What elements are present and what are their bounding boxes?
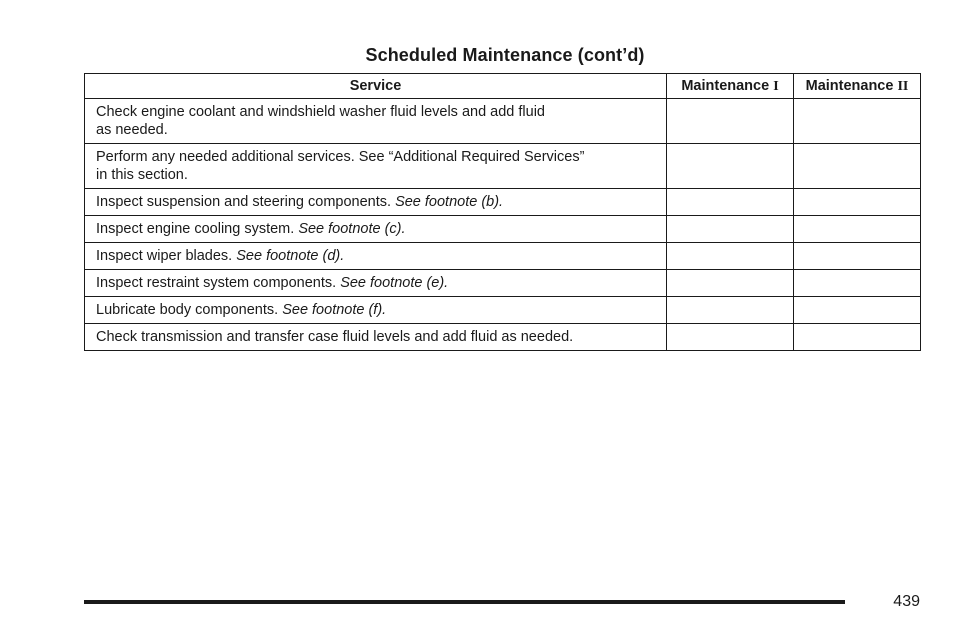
maintenance-2-cell: [794, 189, 921, 216]
maintenance-2-cell: [794, 270, 921, 297]
service-cell: [85, 243, 667, 270]
maintenance-table-container: [84, 73, 920, 351]
column-header-label: Maintenance: [805, 77, 898, 94]
maintenance-2-cell: [794, 324, 921, 351]
maintenance-1-cell: [667, 297, 794, 324]
maintenance-1-cell: [667, 270, 794, 297]
page-title: Scheduled Maintenance (cont’d): [365, 45, 645, 65]
service-text: Inspect suspension and steering components.: [96, 194, 396, 210]
column-header-roman: I: [773, 78, 779, 94]
table-row: [85, 99, 921, 144]
footnote-reference: See footnote (e).: [340, 275, 449, 291]
maintenance-table: [84, 73, 921, 351]
footnote-reference: See footnote (d).: [236, 248, 345, 264]
service-text: Inspect engine cooling system.: [96, 221, 299, 237]
maintenance-1-cell: [667, 189, 794, 216]
service-cell: [85, 324, 667, 351]
service-text: Check transmission and transfer case fluid levels and add fluid as needed.: [96, 329, 574, 345]
footnote-reference: See footnote (c).: [298, 221, 406, 237]
column-header-maintenance-2: [794, 74, 921, 99]
table-row: [85, 189, 921, 216]
maintenance-1-cell: [667, 99, 794, 144]
column-header-service: Service: [85, 74, 667, 99]
service-cell: [85, 144, 667, 189]
service-text: Perform any needed additional services. See “Additional Required Services”: [96, 149, 585, 165]
footnote-reference: See footnote (f).: [282, 302, 387, 318]
table-row: [85, 144, 921, 189]
table-row: [85, 297, 921, 324]
service-cell: [85, 297, 667, 324]
service-text: Inspect wiper blades.: [96, 248, 237, 264]
maintenance-2-cell: [794, 243, 921, 270]
maintenance-1-cell: [667, 216, 794, 243]
maintenance-1-cell: [667, 144, 794, 189]
table-row: [85, 324, 921, 351]
page-number: 439: [893, 593, 920, 610]
table-header-row: [85, 74, 921, 99]
maintenance-2-cell: [794, 297, 921, 324]
service-cell: [85, 189, 667, 216]
service-text: as needed.: [96, 122, 168, 138]
maintenance-2-cell: [794, 216, 921, 243]
footnote-reference: See footnote (b).: [395, 194, 504, 210]
maintenance-1-cell: [667, 243, 794, 270]
table-row: [85, 216, 921, 243]
table-row: [85, 243, 921, 270]
service-cell: [85, 99, 667, 144]
maintenance-1-cell: [667, 324, 794, 351]
service-text: Check engine coolant and windshield washer fluid levels and add fluid: [96, 104, 545, 120]
column-header-label: Maintenance: [681, 77, 774, 94]
footer-rule: [84, 600, 845, 604]
service-cell: [85, 216, 667, 243]
column-header-roman: II: [897, 78, 909, 94]
service-cell: [85, 270, 667, 297]
service-text: Inspect restraint system components.: [96, 275, 341, 291]
column-header-maintenance-1: [667, 74, 794, 99]
table-row: [85, 270, 921, 297]
table-body: [85, 99, 921, 351]
service-text: Lubricate body components.: [96, 302, 283, 318]
maintenance-2-cell: [794, 144, 921, 189]
service-text: in this section.: [96, 167, 188, 183]
maintenance-2-cell: [794, 99, 921, 144]
